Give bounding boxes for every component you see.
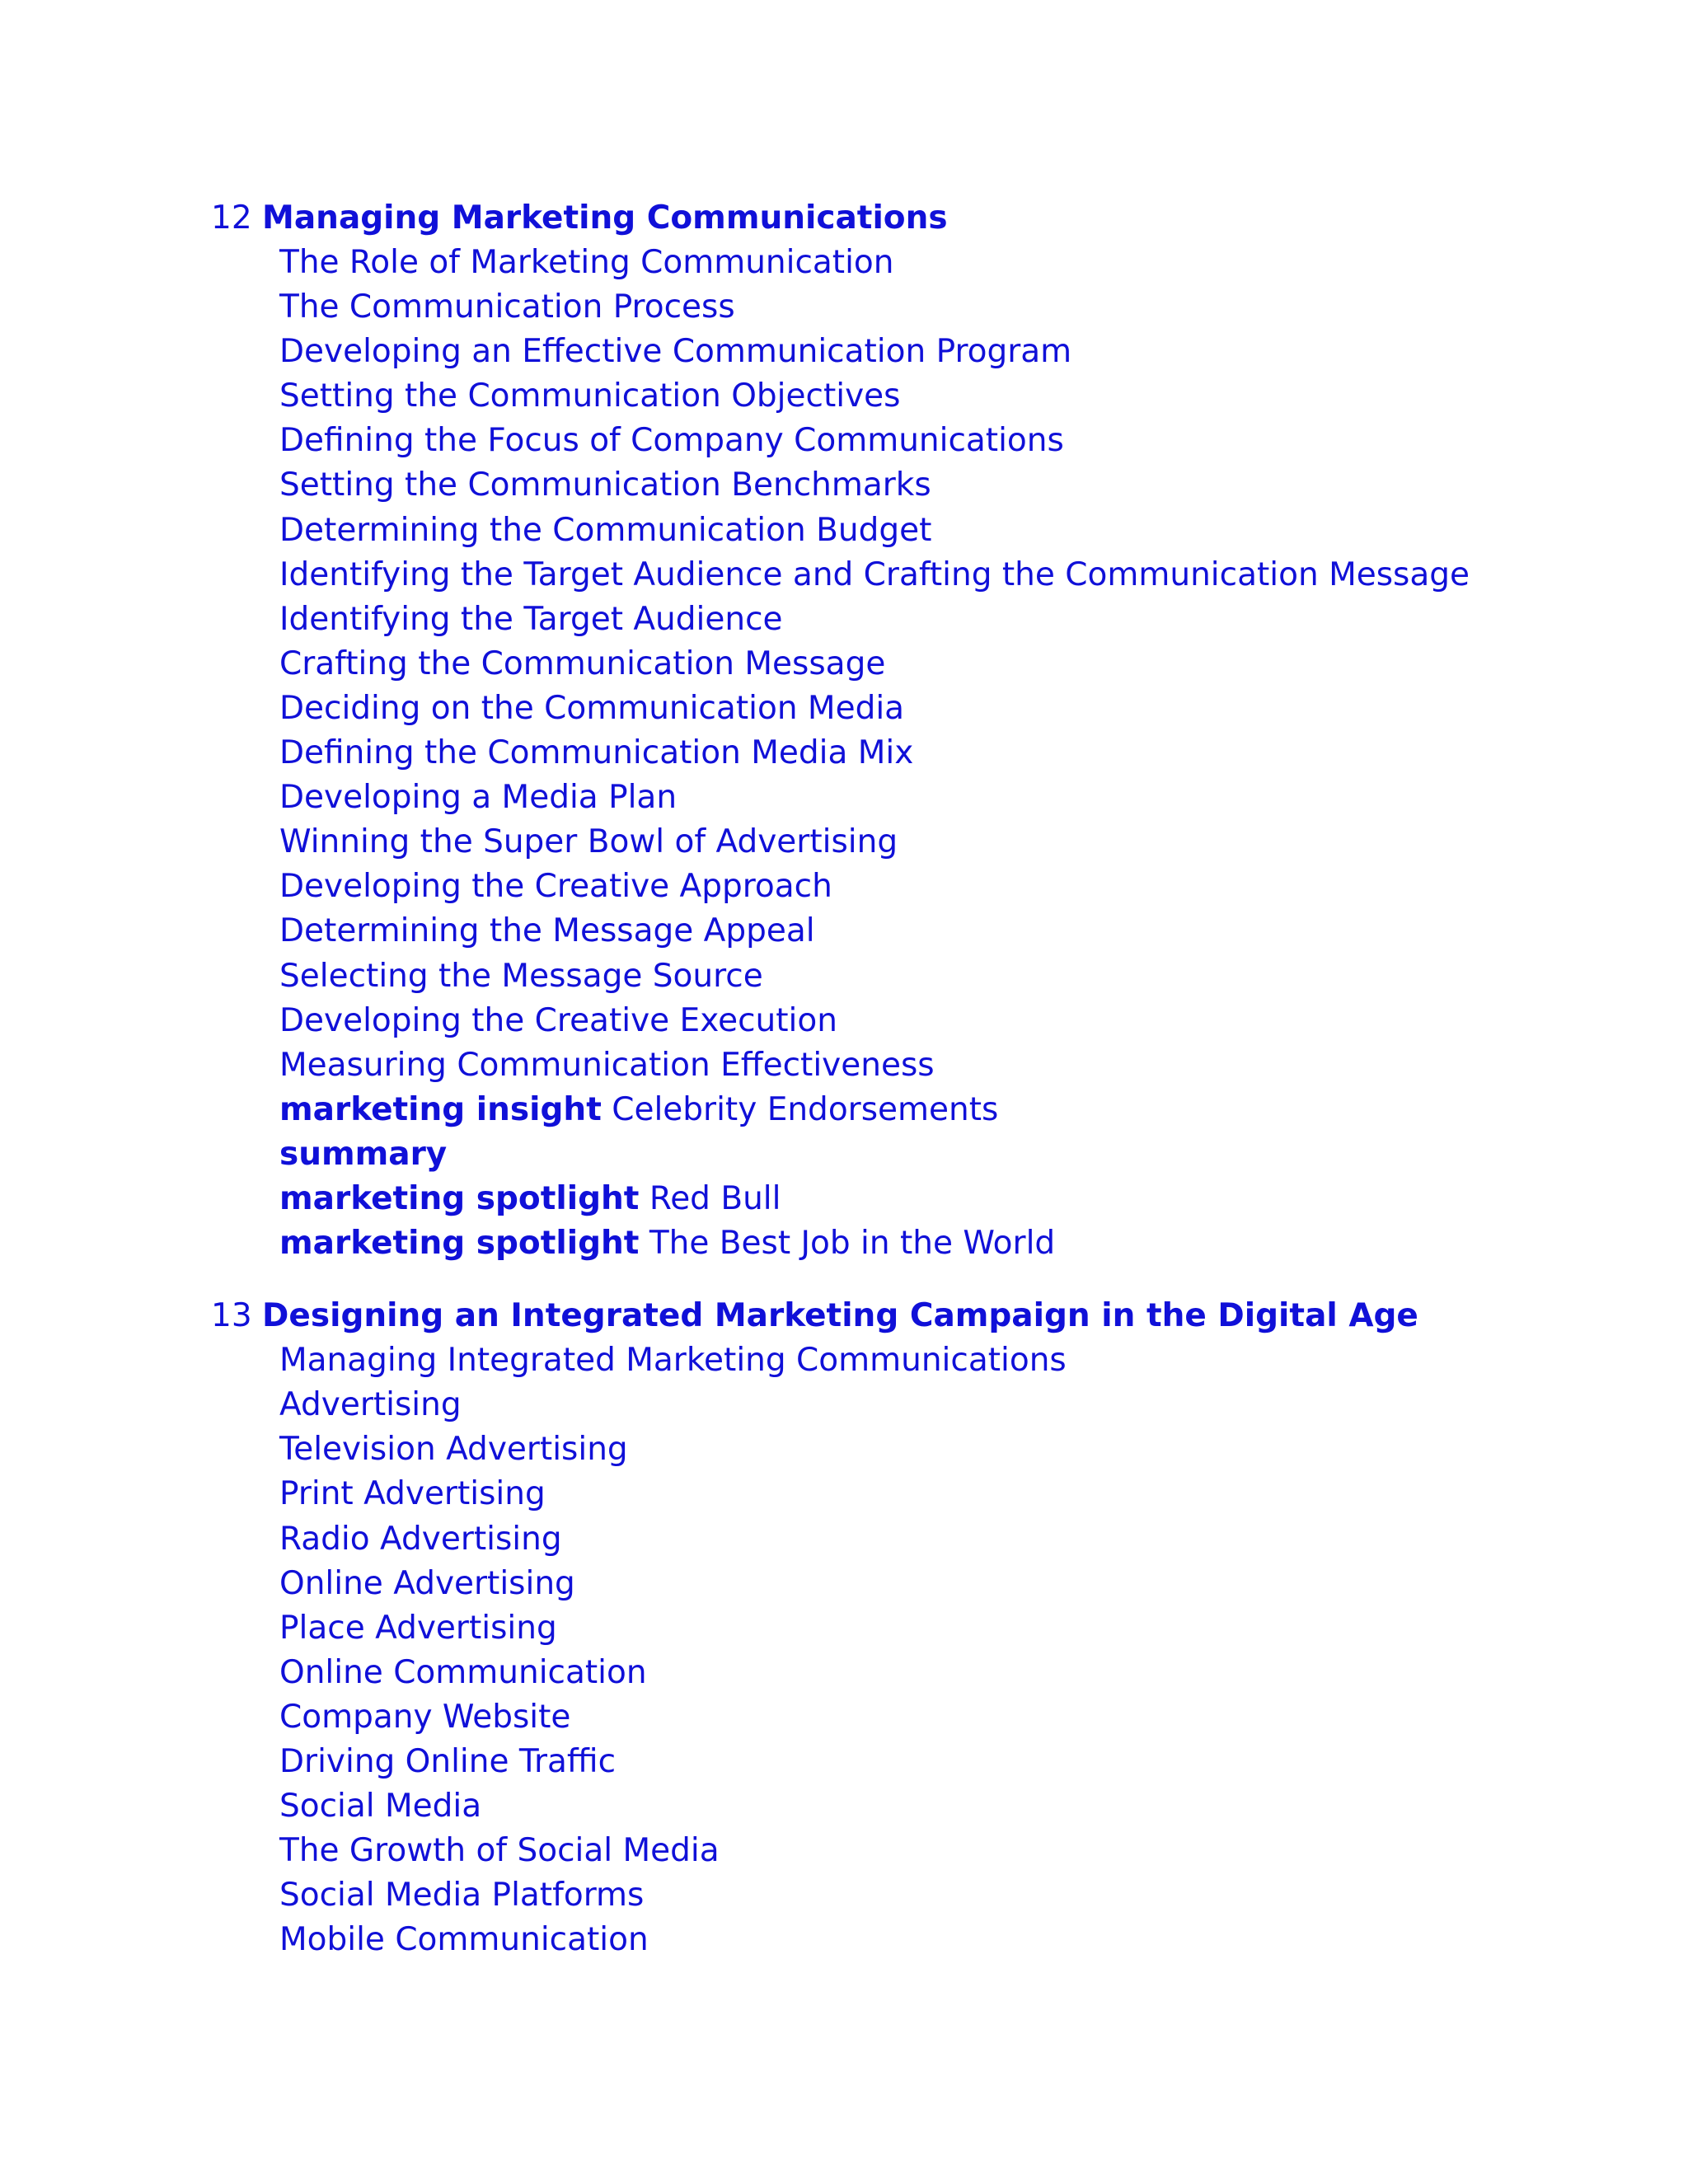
section-list <box>211 1338 1612 1962</box>
entry-title: The Role of Marketing Communication <box>279 244 894 281</box>
entry-title: Determining the Communication Budget <box>279 511 932 549</box>
toc-entry-link[interactable] <box>279 776 1612 820</box>
entry-title: Celebrity Endorsements <box>612 1090 999 1128</box>
entry-title: Managing Integrated Marketing Communications <box>279 1342 1067 1380</box>
toc-entry-link[interactable] <box>279 642 1612 687</box>
entry-title: Crafting the Communication Message <box>279 644 886 682</box>
entry-title: Setting the Communication Benchmarks <box>279 466 931 504</box>
toc-entry-link[interactable] <box>279 1695 1612 1740</box>
toc-entry-link[interactable] <box>279 330 1612 374</box>
toc-entry-link[interactable] <box>279 1338 1612 1383</box>
toc-entry-link[interactable] <box>279 1383 1612 1427</box>
entry-title: Deciding on the Communication Media <box>279 689 905 727</box>
table-of-contents <box>211 196 1612 1962</box>
entry-title: Radio Advertising <box>279 1520 562 1558</box>
entry-title: The Communication Process <box>279 288 735 326</box>
toc-entry-link[interactable] <box>279 285 1612 330</box>
toc-entry-link[interactable] <box>279 909 1612 954</box>
chapter-title-link[interactable]: Designing an Integrated Marketing Campaign in the Digital Age <box>262 1297 1418 1335</box>
toc-entry-link[interactable] <box>279 241 1612 285</box>
toc-entry-link[interactable] <box>279 1088 1612 1132</box>
entry-title: Mobile Communication <box>279 1921 649 1959</box>
entry-title: Winning the Super Bowl of Advertising <box>279 823 898 861</box>
feature-tag: marketing spotlight <box>279 1179 640 1217</box>
toc-entry-link[interactable] <box>279 820 1612 865</box>
toc-entry-link[interactable] <box>279 1221 1612 1266</box>
entry-title: Online Advertising <box>279 1564 575 1602</box>
entry-title: Developing an Effective Communication Program <box>279 333 1072 371</box>
toc-entry-link[interactable] <box>279 1918 1612 1962</box>
entry-title: Developing the Creative Approach <box>279 868 832 906</box>
entry-title: Determining the Message Appeal <box>279 912 815 950</box>
toc-entry-link[interactable] <box>279 1606 1612 1651</box>
entry-title: The Best Job in the World <box>649 1225 1056 1263</box>
chapter-section <box>211 196 1612 1266</box>
entry-title: Identifying the Target Audience and Crafting the Communication Message <box>279 555 1470 593</box>
chapter-section <box>211 1294 1612 1962</box>
entry-title: Setting the Communication Objectives <box>279 377 901 415</box>
toc-entry-link[interactable] <box>279 1517 1612 1562</box>
toc-entry-link[interactable] <box>279 999 1612 1043</box>
entry-title: Defining the Focus of Company Communications <box>279 422 1064 460</box>
entry-title: Defining the Communication Media Mix <box>279 734 914 772</box>
entry-title: Selecting the Message Source <box>279 957 763 995</box>
section-list <box>211 241 1612 1266</box>
toc-entry-link[interactable] <box>279 954 1612 999</box>
toc-entry-link[interactable] <box>279 419 1612 463</box>
toc-entry-link[interactable] <box>279 1829 1612 1873</box>
toc-entry-link[interactable] <box>279 1651 1612 1695</box>
entry-title: Driving Online Traffic <box>279 1743 617 1780</box>
toc-entry-link[interactable] <box>279 865 1612 909</box>
toc-entry-link[interactable] <box>279 1873 1612 1918</box>
entry-title: Television Advertising <box>279 1431 628 1469</box>
chapter-title-link[interactable]: Managing Marketing Communications <box>262 199 948 237</box>
feature-tag: summary <box>279 1135 448 1173</box>
toc-entry-link[interactable] <box>279 1740 1612 1784</box>
toc-entry-link[interactable] <box>279 731 1612 776</box>
chapter-heading[interactable] <box>211 196 1612 241</box>
toc-entry-link[interactable] <box>279 463 1612 508</box>
entry-title: Developing the Creative Execution <box>279 1001 837 1039</box>
entry-title: Social Media Platforms <box>279 1877 645 1915</box>
entry-title: Advertising <box>279 1386 462 1424</box>
toc-entry-link[interactable] <box>279 598 1612 642</box>
chapter-number: 13 <box>211 1297 252 1335</box>
entry-title: Developing a Media Plan <box>279 779 678 817</box>
entry-title: The Growth of Social Media <box>279 1832 720 1870</box>
toc-entry-link[interactable] <box>279 1427 1612 1472</box>
toc-entry-link[interactable] <box>279 509 1612 553</box>
toc-entry-link[interactable] <box>279 1562 1612 1606</box>
entry-title: Identifying the Target Audience <box>279 600 783 638</box>
entry-title: Place Advertising <box>279 1609 557 1647</box>
entry-title: Red Bull <box>649 1179 781 1217</box>
feature-tag: marketing insight <box>279 1090 602 1128</box>
toc-entry-link[interactable] <box>279 1132 1612 1177</box>
toc-entry-link[interactable] <box>279 1472 1612 1516</box>
entry-title: Online Communication <box>279 1653 647 1691</box>
toc-entry-link[interactable] <box>279 1043 1612 1088</box>
entry-title: Company Website <box>279 1698 571 1736</box>
entry-title: Social Media <box>279 1788 482 1825</box>
toc-entry-link[interactable] <box>279 374 1612 419</box>
toc-entry-link[interactable] <box>279 1177 1612 1221</box>
feature-tag: marketing spotlight <box>279 1225 640 1263</box>
toc-entry-link[interactable] <box>279 553 1612 598</box>
entry-title: Measuring Communication Effectiveness <box>279 1046 935 1084</box>
toc-entry-link[interactable] <box>279 1784 1612 1829</box>
chapter-heading[interactable] <box>211 1294 1612 1338</box>
chapter-number: 12 <box>211 199 252 237</box>
toc-entry-link[interactable] <box>279 687 1612 731</box>
entry-title: Print Advertising <box>279 1475 546 1513</box>
